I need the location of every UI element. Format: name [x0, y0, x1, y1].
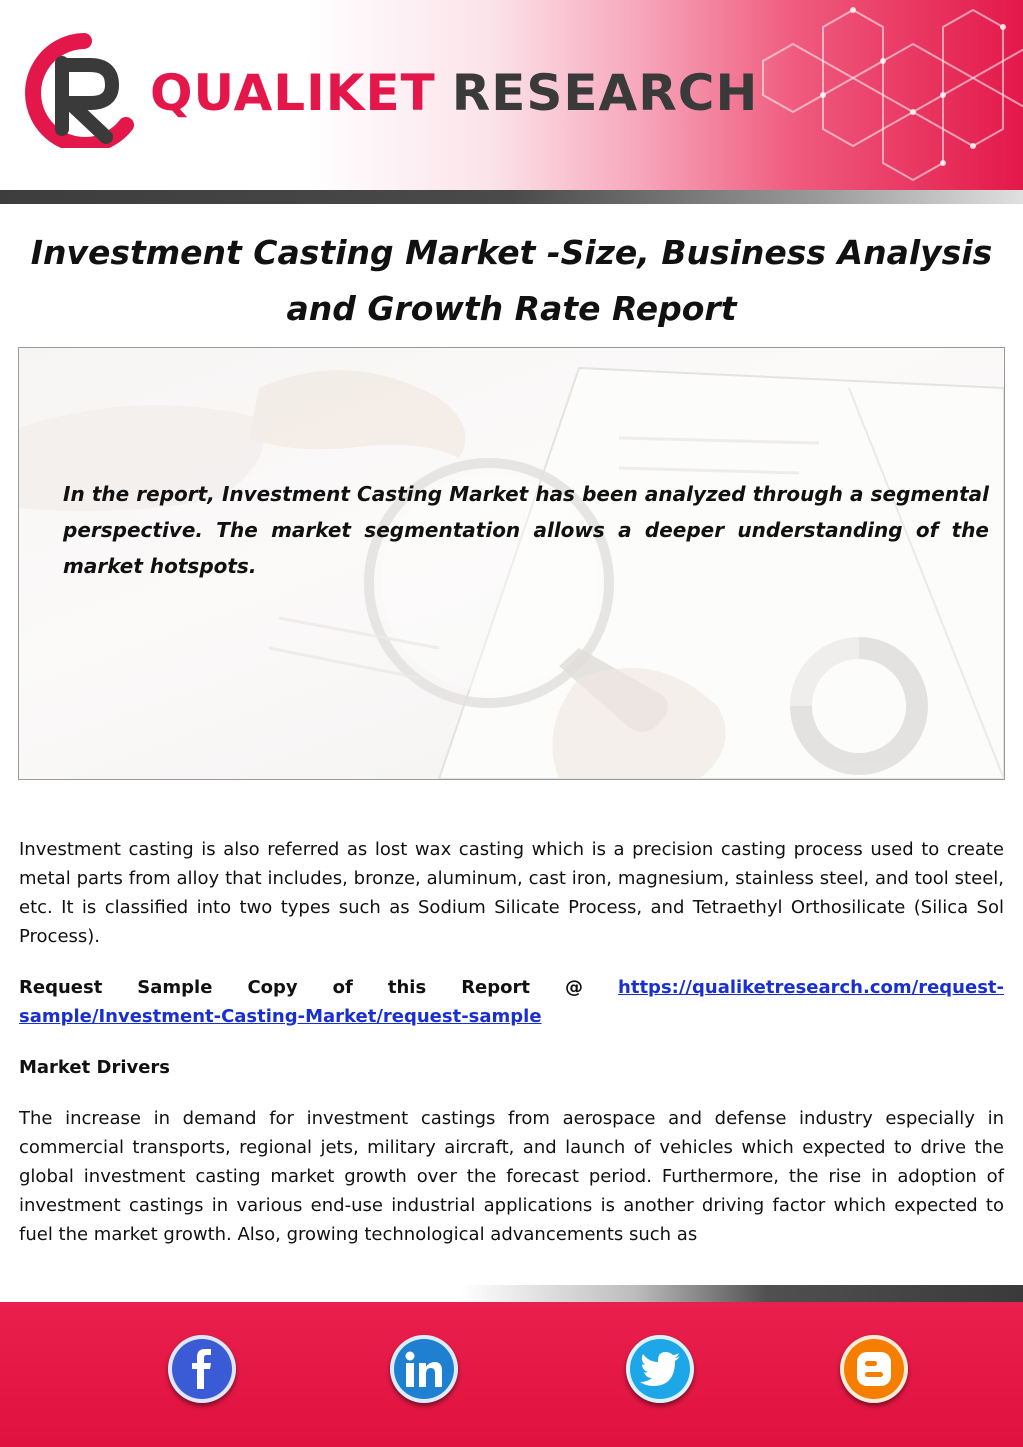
page-header: [0, 0, 1023, 190]
blogger-button[interactable]: [840, 1335, 908, 1403]
linkedin-icon: [404, 1351, 444, 1387]
intro-paragraph: Investment casting is also referred as lost wax casting which is a precision casting process used to create metal parts from alloy that includes, bronze, aluminum, cast iron, magnesium, stainless steel, and tool steel, etc. It is classified into two types such as Sodium Silicate Process, and Tetraethyl Orthosilicate (Silica Sol Process).: [19, 839, 1004, 947]
hero-summary-text: In the report, Investment Casting Market has been analyzed through a segmental perspective. The market segmentation allows a deeper understanding of the market hotspots.: [63, 482, 989, 578]
request-sample-label: Request Sample Copy of this Report @: [19, 977, 619, 998]
request-sample-link[interactable]: https://qualiketresearch.com/request-sample/Investment-Casting-Market/request-sample: [19, 977, 1004, 1027]
blogger-icon: [855, 1350, 893, 1388]
qualiket-qr-logo-icon: [22, 33, 147, 148]
request-sample-paragraph: [19, 973, 1004, 1031]
facebook-icon: [187, 1349, 217, 1389]
header-divider: [0, 190, 1023, 204]
hero-banner: [18, 347, 1005, 780]
twitter-icon: [640, 1352, 680, 1386]
brand-wordmark: [150, 58, 758, 128]
market-drivers-heading: Market Drivers: [19, 1057, 171, 1078]
brand-second-word: RESEARCH: [451, 64, 759, 122]
facebook-button[interactable]: [168, 1335, 236, 1403]
linkedin-button[interactable]: [390, 1335, 458, 1403]
footer-divider: [0, 1285, 1023, 1302]
page-title: Investment Casting Market -Size, Business Analysis and Growth Rate Report: [30, 233, 993, 328]
article-body: [19, 835, 1004, 1249]
brand-first-word: QUALIKET: [150, 64, 436, 122]
market-drivers-paragraph: The increase in demand for investment castings from aerospace and defense industry especially in commercial transports, regional jets, military aircraft, and launch of vehicles which expected to drive the global investment casting market growth over the forecast period. Furthermore, the rise in adoption of investment castings in various end-use industrial applications is another driving factor which expected to fuel the market growth. Also, growing technological advancements such as: [19, 1108, 1004, 1245]
twitter-button[interactable]: [626, 1335, 694, 1403]
